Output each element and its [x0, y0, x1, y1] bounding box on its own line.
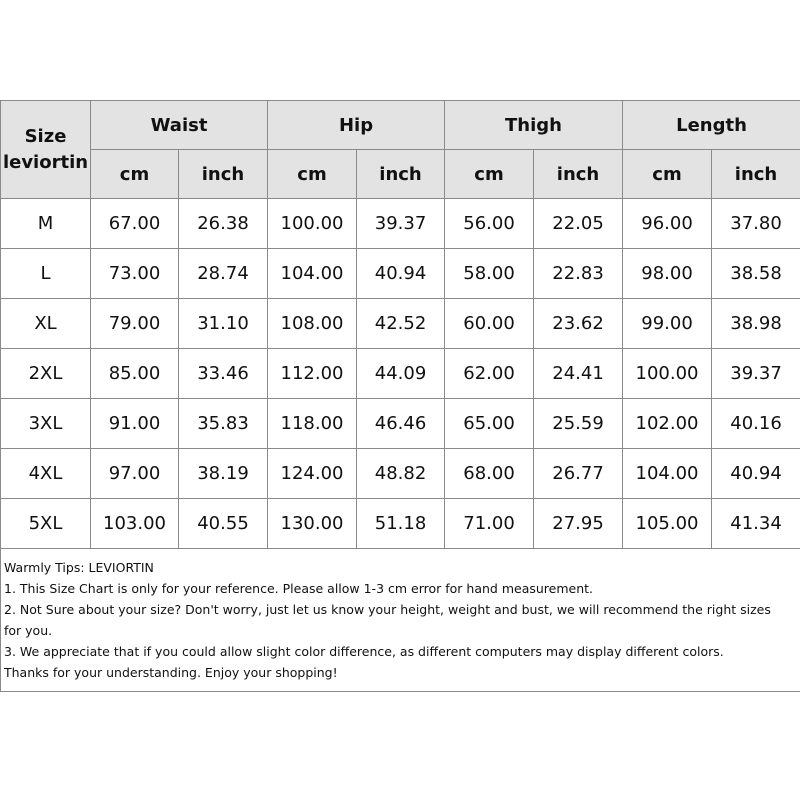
table-row: [1, 399, 800, 449]
measurement-cell: 96.00: [623, 199, 712, 249]
measurement-cell: 22.83: [534, 249, 623, 299]
measurement-cell: 100.00: [623, 349, 712, 399]
unit-header-inch: inch: [712, 150, 800, 199]
measurement-cell: 38.19: [179, 449, 268, 499]
tips-heading: Warmly Tips: LEVIORTIN: [4, 560, 154, 575]
table-row: [1, 449, 800, 499]
measurement-cell: 97.00: [91, 449, 179, 499]
measurement-cell: 62.00: [445, 349, 534, 399]
table-row: [1, 349, 800, 399]
measurement-cell: 35.83: [179, 399, 268, 449]
measurement-cell: 23.62: [534, 299, 623, 349]
size-header-line-2: leviortin: [2, 151, 89, 173]
measurement-cell: 46.46: [357, 399, 445, 449]
measurement-cell: 118.00: [268, 399, 357, 449]
unit-header-cm: cm: [623, 150, 712, 199]
measurement-cell: 67.00: [91, 199, 179, 249]
unit-header-cm: cm: [445, 150, 534, 199]
tip-line: Thanks for your understanding. Enjoy your shopping!: [4, 665, 338, 680]
measurement-cell: 40.16: [712, 399, 800, 449]
measurement-cell: 41.34: [712, 499, 800, 549]
measurement-cell: 99.00: [623, 299, 712, 349]
measurement-cell: 91.00: [91, 399, 179, 449]
measurement-cell: 85.00: [91, 349, 179, 399]
measurement-cell: 38.58: [712, 249, 800, 299]
table-row: [1, 249, 800, 299]
measurement-cell: 26.77: [534, 449, 623, 499]
measurement-cell: 100.00: [268, 199, 357, 249]
measurement-cell: 103.00: [91, 499, 179, 549]
measurement-cell: 39.37: [712, 349, 800, 399]
size-label-cell: 5XL: [1, 499, 91, 549]
measurement-cell: 56.00: [445, 199, 534, 249]
unit-header-row: [1, 150, 800, 199]
group-header-thigh: Thigh: [445, 101, 623, 150]
measurement-cell: 51.18: [357, 499, 445, 549]
measurement-cell: 108.00: [268, 299, 357, 349]
measurement-cell: 79.00: [91, 299, 179, 349]
measurement-cell: 71.00: [445, 499, 534, 549]
measurement-cell: 130.00: [268, 499, 357, 549]
measurement-cell: 58.00: [445, 249, 534, 299]
measurement-cell: 24.41: [534, 349, 623, 399]
measurement-cell: 37.80: [712, 199, 800, 249]
measurement-cell: 98.00: [623, 249, 712, 299]
measurement-cell: 104.00: [268, 249, 357, 299]
tips-cell: [1, 549, 800, 692]
measurement-cell: 48.82: [357, 449, 445, 499]
group-header-waist: Waist: [91, 101, 268, 150]
table-row: [1, 299, 800, 349]
measurement-cell: 102.00: [623, 399, 712, 449]
measurement-cell: 39.37: [357, 199, 445, 249]
size-label-cell: 3XL: [1, 399, 91, 449]
tip-line: for you.: [4, 623, 53, 638]
measurement-cell: 38.98: [712, 299, 800, 349]
measurement-cell: 40.94: [712, 449, 800, 499]
measurement-cell: 25.59: [534, 399, 623, 449]
tip-line: 1. This Size Chart is only for your reference. Please allow 1-3 cm error for hand measurement.: [4, 581, 594, 596]
measurement-cell: 68.00: [445, 449, 534, 499]
measurement-cell: 44.09: [357, 349, 445, 399]
size-label-cell: XL: [1, 299, 91, 349]
measurement-cell: 112.00: [268, 349, 357, 399]
measurement-cell: 40.94: [357, 249, 445, 299]
measurement-cell: 124.00: [268, 449, 357, 499]
measurement-cell: 40.55: [179, 499, 268, 549]
measurement-cell: 22.05: [534, 199, 623, 249]
unit-header-cm: cm: [268, 150, 357, 199]
measurement-cell: 28.74: [179, 249, 268, 299]
size-chart-table: [0, 100, 800, 692]
size-header-line-1: Size: [24, 125, 67, 147]
group-header-length: Length: [623, 101, 800, 150]
measurement-cell: 65.00: [445, 399, 534, 449]
size-label-cell: 2XL: [1, 349, 91, 399]
size-rows: [1, 199, 800, 549]
unit-header-cm: cm: [91, 150, 179, 199]
measurement-cell: 42.52: [357, 299, 445, 349]
measurement-cell: 104.00: [623, 449, 712, 499]
unit-header-inch: inch: [357, 150, 445, 199]
unit-header-inch: inch: [534, 150, 623, 199]
measurement-cell: 33.46: [179, 349, 268, 399]
table-row: [1, 199, 800, 249]
measurement-cell: 27.95: [534, 499, 623, 549]
group-header-hip: Hip: [268, 101, 445, 150]
size-label-cell: 4XL: [1, 449, 91, 499]
size-header-cell: [1, 101, 91, 199]
size-label-cell: M: [1, 199, 91, 249]
tip-line: 2. Not Sure about your size? Don't worry, just let us know your height, weight and bust, we will recommend the right sizes: [4, 602, 771, 617]
unit-header-inch: inch: [179, 150, 268, 199]
measurement-cell: 60.00: [445, 299, 534, 349]
table-row: [1, 499, 800, 549]
tips-row: [1, 549, 800, 692]
measurement-cell: 26.38: [179, 199, 268, 249]
tip-line: 3. We appreciate that if you could allow slight color difference, as different computers may display different colors.: [4, 644, 724, 659]
size-label-cell: L: [1, 249, 91, 299]
group-header-row: [1, 101, 800, 150]
measurement-cell: 105.00: [623, 499, 712, 549]
measurement-cell: 31.10: [179, 299, 268, 349]
measurement-cell: 73.00: [91, 249, 179, 299]
